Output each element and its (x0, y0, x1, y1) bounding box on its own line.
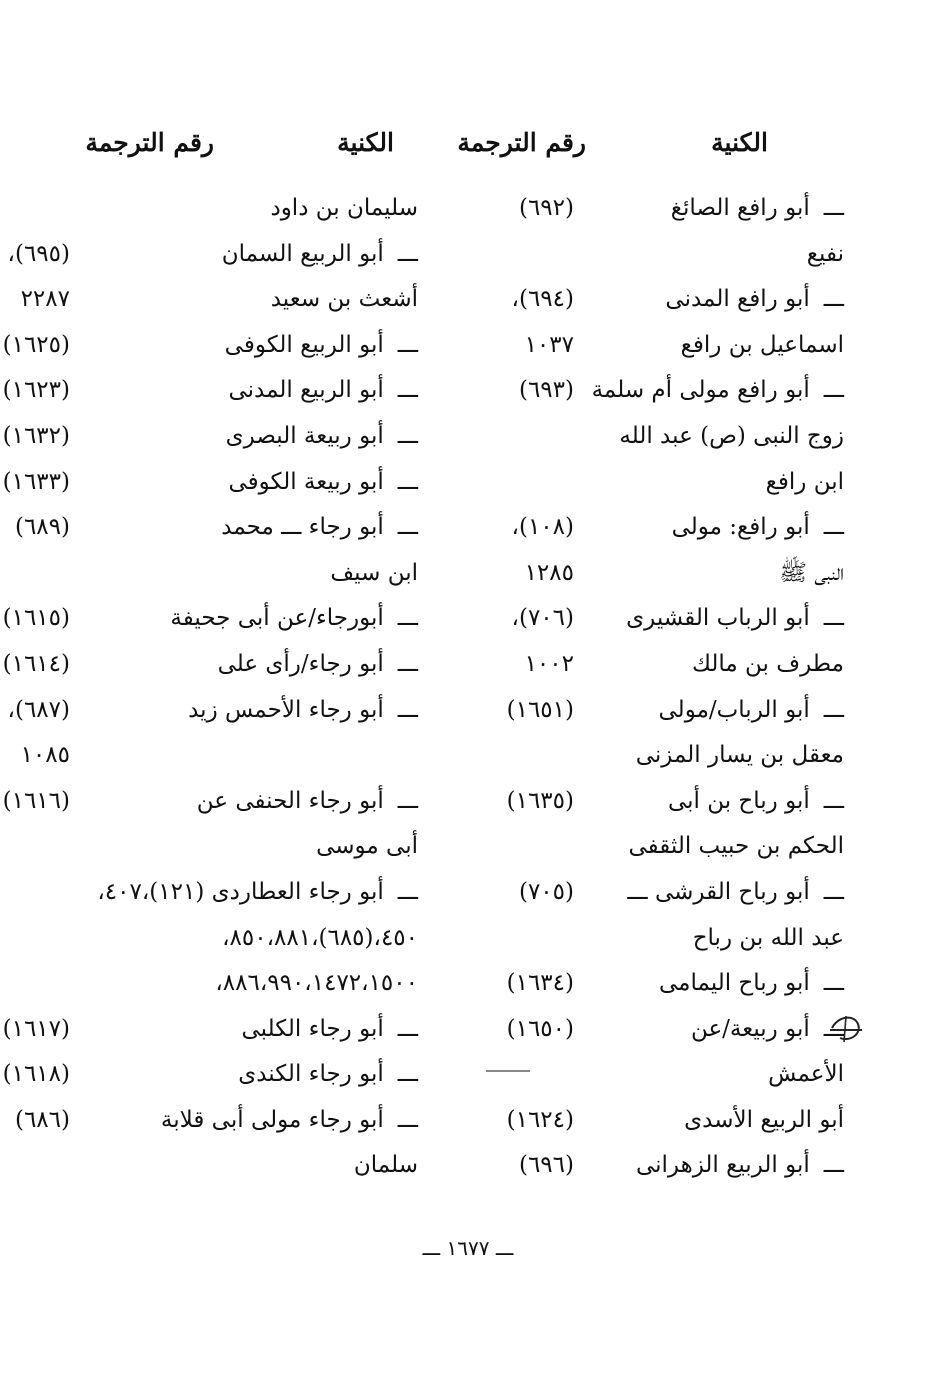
kunya-label: أبو رجاء الأحمس زيد (188, 696, 384, 723)
translation-number: ١٠٠٢ (524, 650, 574, 677)
index-entry (0, 596, 418, 642)
entry-dash: ـــ (397, 1015, 418, 1042)
index-entry (0, 277, 418, 323)
index-entry (0, 460, 418, 506)
translation-number: (١٦٣٢) (2, 422, 70, 449)
kunya-label: معقل بن يسار المزنى (635, 742, 844, 769)
entry-dash: ـــ (823, 970, 844, 997)
index-entry (0, 1098, 418, 1144)
kunya-text (619, 414, 844, 460)
index-entry (464, 1007, 844, 1053)
entry-dash: ـــ (823, 696, 844, 723)
kunya-text (628, 824, 844, 870)
index-entry (0, 779, 418, 825)
index-entry (0, 733, 418, 779)
kunya-text (665, 277, 844, 323)
handwritten-mark-icon (828, 1010, 864, 1046)
index-entry (464, 824, 844, 870)
translation-number: (١٦٥٠) (506, 1015, 574, 1042)
entry-dash: ـــ (397, 878, 418, 905)
index-entry (464, 642, 844, 688)
header-left-name: الكنية (337, 128, 394, 157)
index-entry (0, 368, 418, 414)
translation-number: (٦٩٥)، (7, 240, 70, 267)
kunya-text (170, 596, 418, 642)
kunya-label: أبو ربيعة البصرى (225, 422, 384, 449)
kunya-text (354, 1143, 418, 1189)
kunya-text (672, 505, 844, 551)
kunya-text (316, 824, 418, 870)
translation-number: (١٦٣٣) (2, 468, 70, 495)
translation-number: (١٦١٥) (2, 605, 70, 632)
kunya-label: أبو رجاء الحنفى عن (196, 787, 384, 814)
kunya-label: أبو ربيعة/عن (690, 1015, 810, 1042)
index-entry (464, 505, 844, 551)
index-entry (464, 870, 844, 916)
kunya-text (592, 368, 844, 414)
kunya-label: أبو رجاء ـــ محمد (221, 514, 384, 541)
entry-dash: ـــ (397, 240, 418, 267)
kunya-label: النبى ﷺ (779, 559, 844, 586)
index-entry (0, 870, 418, 916)
index-entry (464, 460, 844, 506)
kunya-text (161, 1098, 418, 1144)
index-entry (0, 232, 418, 278)
index-entry (0, 1007, 418, 1053)
kunya-text (228, 368, 418, 414)
translation-number: ٢٢٨٧ (20, 286, 70, 313)
index-entry (0, 824, 418, 870)
index-entry (464, 961, 844, 1007)
kunya-label: سليمان بن داود (270, 195, 418, 221)
kunya-text (197, 779, 418, 825)
translation-number: (١٦١٦) (2, 787, 70, 814)
kunya-text (668, 779, 844, 825)
kunya-label: أبو الربيع الكوفى (224, 331, 384, 358)
kunya-label: أبو الربيع السمان (221, 240, 384, 267)
index-entry (464, 596, 844, 642)
index-entry (464, 277, 844, 323)
translation-number: (١٦٢٣) (2, 377, 70, 404)
entry-dash: ـــ (823, 1015, 844, 1042)
kunya-label: زوج النبى (ص) عبد الله (619, 422, 844, 449)
kunya-label: ٤٥٠،(٦٨٥)،٨٥٠،٨٨١، (222, 924, 418, 951)
translation-number: (٦٩٢) (518, 195, 574, 221)
translation-number: ١٠٣٧ (524, 331, 574, 358)
translation-number: (١٦١٤) (2, 650, 70, 677)
kunya-label: أبو رافع الصائغ (670, 195, 810, 221)
kunya-label: أبو رباح اليمامى (658, 970, 810, 997)
kunya-text (97, 870, 418, 916)
kunya-label: مطرف بن مالك (692, 650, 844, 677)
kunya-label: الأعمش (768, 1061, 844, 1088)
entry-dash: ـــ (823, 1152, 844, 1179)
entry-dash: ـــ (397, 696, 418, 723)
kunya-label: ابن سيف (330, 559, 418, 586)
kunya-text (671, 186, 844, 232)
kunya-label: ابن رافع (765, 468, 844, 495)
kunya-label: أبو ربيعة الكوفى (228, 468, 384, 495)
kunya-label: أشعث بن سعيد (270, 286, 418, 313)
kunya-label: أبو رافع: مولى (671, 514, 810, 541)
kunya-text (659, 961, 844, 1007)
index-entry (0, 961, 418, 1007)
kunya-text (693, 916, 844, 962)
entry-dash: ـــ (397, 1106, 418, 1133)
kunya-text (222, 916, 418, 962)
entry-dash: ـــ (823, 514, 844, 541)
left-column (0, 186, 418, 1189)
entry-dash: ـــ (397, 650, 418, 677)
translation-number: (٦٨٧)، (7, 696, 70, 723)
kunya-label: ٨٨٦،٩٩٠،١٤٧٢،١٥٠٠، (215, 970, 418, 997)
kunya-text (226, 414, 418, 460)
kunya-label: أبو رباح القرشى ـــ (627, 878, 810, 905)
entry-dash: ـــ (397, 331, 418, 358)
kunya-text (228, 460, 418, 506)
kunya-text (222, 232, 418, 278)
entry-dash: ـــ (397, 514, 418, 541)
translation-number: (٦٩٤)، (511, 286, 574, 313)
kunya-text (238, 1052, 418, 1098)
translation-number: (٦٩٦) (518, 1152, 574, 1179)
entry-dash: ـــ (823, 878, 844, 905)
kunya-text (766, 460, 844, 506)
kunya-label: أبى موسى (316, 833, 418, 860)
index-entry (0, 414, 418, 460)
index-entry (0, 916, 418, 962)
kunya-label: أبو رجاء الكندى (238, 1061, 384, 1088)
translation-number: (٦٨٦) (14, 1106, 70, 1133)
index-entry (464, 1143, 844, 1189)
kunya-label: أبو رافع مولى أم سلمة (591, 377, 810, 404)
translation-number: (١٠٨)، (511, 514, 574, 541)
header-right-name: الكنية (711, 128, 768, 157)
index-entry (0, 642, 418, 688)
translation-number: (١٦٥١) (506, 696, 574, 723)
translation-number: ١٠٨٥ (20, 742, 70, 769)
index-entry (464, 1098, 844, 1144)
index-entry (0, 1143, 418, 1189)
kunya-label: أبو الربيع الزهرانى (635, 1152, 810, 1179)
kunya-text (779, 551, 844, 597)
index-entry (0, 186, 418, 232)
entry-dash: ـــ (823, 605, 844, 632)
translation-number: (١٦٣٥) (506, 787, 574, 814)
entry-dash: ـــ (397, 468, 418, 495)
entry-dash: ـــ (397, 1061, 418, 1088)
entry-dash: ـــ (823, 377, 844, 404)
index-entry (0, 323, 418, 369)
kunya-text (271, 277, 418, 323)
index-entry (0, 1052, 418, 1098)
translation-number: (٧٠٥) (518, 878, 574, 905)
entry-dash: ـــ (397, 605, 418, 632)
kunya-text (691, 1007, 844, 1053)
index-entry (464, 1052, 844, 1098)
index-entry (464, 414, 844, 460)
kunya-text (242, 1007, 419, 1053)
kunya-text (218, 642, 418, 688)
kunya-text (215, 961, 418, 1007)
kunya-label: عبد الله بن رباح (692, 924, 844, 951)
index-entry (0, 551, 418, 597)
index-entry (464, 232, 844, 278)
entry-dash: ـــ (397, 787, 418, 814)
translation-number: (١٦١٨) (2, 1061, 70, 1088)
right-column (464, 186, 844, 1189)
entry-dash: ـــ (823, 787, 844, 814)
kunya-label: أبو رجاء مولى أبى قلابة (160, 1106, 384, 1133)
kunya-label: الحكم بن حبيب الثقفى (628, 833, 844, 860)
translation-number: (١٦١٧) (2, 1015, 70, 1042)
pencil-stroke (486, 1070, 530, 1072)
kunya-label: نفيع (806, 240, 844, 267)
kunya-text (807, 232, 844, 278)
kunya-label: أبو رافع المدنى (665, 286, 810, 313)
header-left-number: رقم الترجمة (85, 128, 214, 157)
kunya-text (636, 733, 844, 779)
index-entry (464, 916, 844, 962)
kunya-label: أبو الرباب القشيرى (626, 605, 810, 632)
translation-number: ١٢٨٥ (524, 559, 574, 586)
index-entry (0, 688, 418, 734)
kunya-text (768, 1052, 844, 1098)
entry-dash: ـــ (823, 195, 844, 221)
index-entry (464, 779, 844, 825)
kunya-text (684, 1098, 844, 1144)
entry-dash: ـــ (397, 377, 418, 404)
kunya-text (681, 323, 844, 369)
kunya-text (225, 323, 418, 369)
index-entry (464, 186, 844, 232)
translation-number: (١٦٢٥) (2, 331, 70, 358)
index-entry (464, 368, 844, 414)
kunya-label: أبورجاء/عن أبى جحيفة (170, 605, 384, 632)
kunya-label: أبو رجاء/رأى على (217, 650, 384, 677)
index-entry (464, 551, 844, 597)
kunya-text (626, 596, 844, 642)
index-entry (464, 323, 844, 369)
translation-number: (١٦٣٤) (506, 970, 574, 997)
kunya-label: أبو رجاء العطاردى (١٢١)،٤٠٧، (97, 878, 384, 905)
kunya-text (636, 1143, 844, 1189)
header-right-number: رقم الترجمة (457, 128, 586, 157)
index-entry (464, 688, 844, 734)
kunya-label: أبو رجاء الكلبى (241, 1015, 384, 1042)
kunya-label: سلمان (353, 1152, 418, 1179)
entry-dash: ـــ (823, 286, 844, 313)
page-number: ـــ ١٦٧٧ ـــ (422, 1236, 514, 1260)
kunya-label: أبو الرباب/مولى (658, 696, 810, 723)
kunya-text (270, 186, 418, 232)
translation-number: (٧٠٦)، (511, 605, 574, 632)
kunya-text (659, 688, 844, 734)
kunya-text (221, 505, 418, 551)
kunya-text (627, 870, 844, 916)
entry-dash: ـــ (397, 422, 418, 449)
kunya-label: أبو الربيع المدنى (228, 377, 384, 404)
kunya-text (692, 642, 844, 688)
translation-number: (٦٩٣) (518, 377, 574, 404)
translation-number: (١٦٢٤) (506, 1106, 574, 1133)
index-entry (464, 733, 844, 779)
kunya-text (188, 688, 418, 734)
kunya-text (330, 551, 418, 597)
kunya-label: أبو رباح بن أبى (667, 787, 810, 814)
translation-number: (٦٨٩) (14, 514, 70, 541)
kunya-label: اسماعيل بن رافع (680, 331, 844, 358)
kunya-label: أبو الربيع الأسدى (684, 1106, 844, 1133)
index-entry (0, 505, 418, 551)
